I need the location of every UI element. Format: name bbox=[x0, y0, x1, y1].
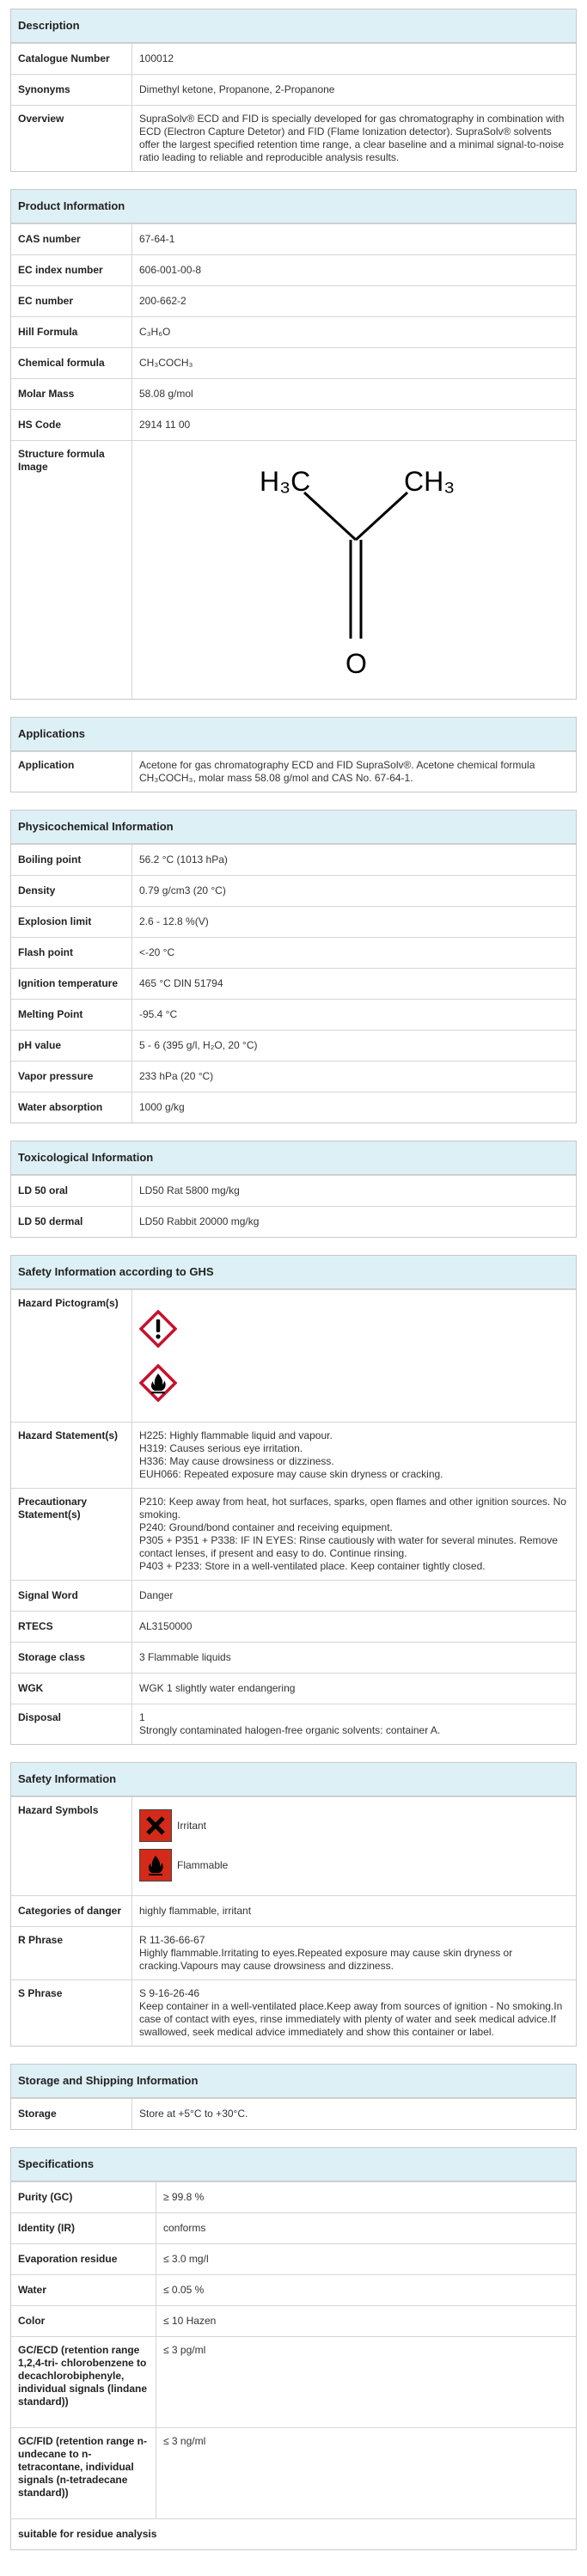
table-row bbox=[11, 844, 576, 875]
row-label: Density bbox=[11, 876, 132, 906]
row-label: pH value bbox=[11, 1031, 132, 1061]
section-title: Toxicological Information bbox=[11, 1141, 576, 1175]
row-label: Purity (GC) bbox=[11, 2182, 156, 2212]
product-information-section bbox=[10, 189, 577, 700]
toxicological-section bbox=[10, 1141, 577, 1238]
row-value: Danger bbox=[139, 1589, 174, 1601]
row-value: 100012 bbox=[139, 52, 174, 64]
table-row bbox=[11, 316, 576, 347]
row-value: S 9-16-26-46 Keep container in a well-ventilated place.Keep away from sources of ignition - No smoking.In case of contact with eyes, rinse immediately with plenty of water and seek medical advice.If swallowed, seek medical advice immediately and show this container or label. bbox=[139, 1987, 563, 2038]
row-value: ≤ 0.05 % bbox=[163, 2284, 205, 2296]
row-label: Water absorption bbox=[11, 1092, 132, 1123]
safety-information-section bbox=[10, 1762, 577, 2047]
row-value: 2.6 - 12.8 %(V) bbox=[139, 915, 209, 927]
row-value: conforms bbox=[163, 2222, 206, 2234]
row-label: LD 50 oral bbox=[11, 1176, 132, 1206]
row-label: Vapor pressure bbox=[11, 1062, 132, 1092]
spec-footer-note: suitable for residue analysis bbox=[18, 2528, 157, 2540]
table-row bbox=[11, 1796, 576, 1895]
row-value: R 11-36-66-67 Highly flammable.Irritating to eyes.Repeated exposure may cause skin dryness or cracking.Vapours may cause drowsiness and dizziness. bbox=[139, 1934, 513, 1972]
row-value: 3 Flammable liquids bbox=[139, 1651, 231, 1663]
table-row bbox=[11, 2274, 576, 2305]
oxygen-label: O bbox=[345, 648, 367, 679]
table-row bbox=[11, 1206, 576, 1237]
row-value: CH₃COCH₃ bbox=[139, 357, 193, 369]
hazard-symbol bbox=[139, 1809, 569, 1842]
row-label: Storage class bbox=[11, 1643, 132, 1673]
row-value: 200-662-2 bbox=[139, 295, 186, 307]
row-value: 56.2 °C (1013 hPa) bbox=[139, 854, 228, 866]
pictogram-list bbox=[132, 1290, 576, 1422]
table-row bbox=[11, 751, 576, 792]
row-value: 58.08 g/mol bbox=[139, 388, 193, 400]
row-label: Hill Formula bbox=[11, 317, 132, 347]
table-row bbox=[11, 937, 576, 968]
row-label: CAS number bbox=[11, 224, 132, 254]
section-title: Safety Information bbox=[11, 1763, 576, 1796]
row-value: P210: Keep away from heat, hot surfaces, sparks, open flames and other ignition sources. No smoking. P240: Ground/bond container and receiving equipment. P305 + P351 + P338: IF IN EYES: Rinse cautiously with water for several minutes. Remove contact lenses, if present and easy to do. Continue rinsing. P403 + P233: Store in a well-ventilated place. Keep container tightly closed. bbox=[139, 1496, 566, 1572]
structure-formula-image bbox=[132, 441, 576, 699]
table-row bbox=[11, 74, 576, 105]
row-label: GC/ECD (retention range 1,2,4-tri- chlorobenzene to decachlorobiphenyle, individual signals (lindane standard)) bbox=[11, 2337, 156, 2427]
methyl-right-label: CH₃ bbox=[404, 466, 456, 497]
section-title: Applications bbox=[11, 718, 576, 751]
row-label: Signal Word bbox=[11, 1581, 132, 1611]
row-value: Acetone for gas chromatography ECD and FID SupraSolv®. Acetone chemical formula CH₃COCH₃, molar mass 58.08 g/mol and CAS No. 67-64-1. bbox=[139, 759, 535, 784]
row-label: S Phrase bbox=[11, 1980, 132, 2046]
row-value: AL3150000 bbox=[139, 1620, 193, 1632]
row-label: R Phrase bbox=[11, 1927, 132, 1979]
specifications-section bbox=[10, 2147, 577, 2550]
methyl-left-label: H₃C bbox=[260, 466, 311, 497]
table-row bbox=[11, 2181, 576, 2212]
table-row bbox=[11, 1673, 576, 1704]
row-label: Categories of danger bbox=[11, 1896, 132, 1926]
row-label: Synonyms bbox=[11, 75, 132, 105]
row-label: HS Code bbox=[11, 410, 132, 440]
table-row bbox=[11, 1289, 576, 1422]
table-row bbox=[11, 2518, 576, 2549]
table-row bbox=[11, 223, 576, 254]
row-value: 606-001-00-8 bbox=[139, 264, 202, 276]
flame-icon bbox=[139, 1364, 177, 1402]
row-label: Structure formula Image bbox=[11, 441, 132, 699]
table-row bbox=[11, 1642, 576, 1673]
table-row bbox=[11, 2336, 576, 2427]
table-row bbox=[11, 1488, 576, 1580]
row-label: Boiling point bbox=[11, 845, 132, 875]
row-value: 0.79 g/cm3 (20 °C) bbox=[139, 884, 226, 896]
table-row bbox=[11, 1979, 576, 2046]
row-label: Storage bbox=[11, 2099, 132, 2129]
table-row bbox=[11, 285, 576, 316]
row-label: Disposal bbox=[11, 1704, 132, 1744]
row-label: Melting Point bbox=[11, 1000, 132, 1030]
row-value: LD50 Rabbit 20000 mg/kg bbox=[139, 1215, 260, 1227]
row-value: 1000 g/kg bbox=[139, 1101, 185, 1113]
row-label: LD 50 dermal bbox=[11, 1207, 132, 1237]
row-label: Flash point bbox=[11, 938, 132, 968]
row-value: ≤ 10 Hazen bbox=[163, 2315, 217, 2327]
row-value: 465 °C DIN 51794 bbox=[139, 977, 223, 989]
ghs-safety-section bbox=[10, 1255, 577, 1745]
section-title: Specifications bbox=[11, 2148, 576, 2181]
row-label: Evaporation residue bbox=[11, 2244, 156, 2274]
row-label: Precautionary Statement(s) bbox=[11, 1489, 132, 1580]
table-row bbox=[11, 254, 576, 285]
table-row bbox=[11, 1092, 576, 1123]
row-label: Identity (IR) bbox=[11, 2213, 156, 2243]
row-value: 5 - 6 (395 g/l, H₂O, 20 °C) bbox=[139, 1039, 258, 1051]
row-value: 2914 11 00 bbox=[139, 419, 191, 431]
row-label: Explosion limit bbox=[11, 907, 132, 937]
row-label: EC index number bbox=[11, 255, 132, 285]
row-label: WGK bbox=[11, 1673, 132, 1704]
table-row bbox=[11, 2243, 576, 2274]
row-label: GC/FID (retention range n-undecane to n-tetracontane, individual signals (n-tetradecane standard)) bbox=[11, 2428, 156, 2518]
row-label: Chemical formula bbox=[11, 348, 132, 378]
section-title: Physicochemical Information bbox=[11, 811, 576, 844]
row-value: ≤ 3.0 mg/l bbox=[163, 2253, 209, 2265]
row-label: Molar Mass bbox=[11, 379, 132, 409]
section-title: Description bbox=[11, 9, 576, 43]
table-row bbox=[11, 1030, 576, 1061]
row-label: Ignition temperature bbox=[11, 969, 132, 999]
row-label: Water bbox=[11, 2275, 156, 2305]
row-label: Application bbox=[11, 752, 132, 792]
hazard-symbol bbox=[139, 1849, 569, 1882]
row-value: ≤ 3 pg/ml bbox=[163, 2344, 206, 2356]
row-value: highly flammable, irritant bbox=[139, 1905, 252, 1917]
row-label: Hazard Pictogram(s) bbox=[11, 1290, 132, 1422]
row-value: 1 Strongly contaminated halogen-free organic solvents: container A. bbox=[139, 1711, 441, 1736]
irritant-cross-icon bbox=[139, 1809, 172, 1842]
table-row bbox=[11, 43, 576, 74]
applications-section bbox=[10, 717, 577, 792]
hazard-symbol-label: Irritant bbox=[177, 1819, 207, 1832]
storage-shipping-section bbox=[10, 2064, 577, 2130]
row-value: WGK 1 slightly water endangering bbox=[139, 1682, 296, 1694]
row-value: Store at +5°C to +30°C. bbox=[139, 2108, 248, 2120]
table-row bbox=[11, 875, 576, 906]
table-row bbox=[11, 1926, 576, 1979]
flammable-flame-icon bbox=[139, 1849, 172, 1882]
table-row bbox=[11, 1175, 576, 1206]
row-label: Catalogue Number bbox=[11, 44, 132, 74]
hazard-symbol-list bbox=[132, 1797, 576, 1895]
table-row bbox=[11, 2305, 576, 2336]
row-label: RTECS bbox=[11, 1612, 132, 1642]
row-value: LD50 Rat 5800 mg/kg bbox=[139, 1184, 240, 1196]
row-value: ≤ 3 ng/ml bbox=[163, 2435, 206, 2447]
row-value: 233 hPa (20 °C) bbox=[139, 1070, 214, 1082]
table-row bbox=[11, 409, 576, 440]
table-row bbox=[11, 1895, 576, 1926]
table-row bbox=[11, 906, 576, 937]
table-row bbox=[11, 378, 576, 409]
row-label: Hazard Symbols bbox=[11, 1797, 132, 1895]
table-row bbox=[11, 2427, 576, 2518]
row-label: Color bbox=[11, 2306, 156, 2336]
table-row bbox=[11, 105, 576, 171]
table-row bbox=[11, 1580, 576, 1611]
row-label: Overview bbox=[11, 106, 132, 171]
row-value: 67-64-1 bbox=[139, 233, 175, 245]
physicochemical-section bbox=[10, 810, 577, 1123]
table-row bbox=[11, 440, 576, 699]
description-section bbox=[10, 9, 577, 172]
row-value: <-20 °C bbox=[139, 946, 175, 958]
table-row bbox=[11, 1061, 576, 1092]
section-title: Storage and Shipping Information bbox=[11, 2065, 576, 2098]
table-row bbox=[11, 1422, 576, 1488]
table-row bbox=[11, 2212, 576, 2243]
row-label: Hazard Statement(s) bbox=[11, 1423, 132, 1488]
table-row bbox=[11, 1611, 576, 1642]
row-label: EC number bbox=[11, 286, 132, 316]
table-row bbox=[11, 968, 576, 999]
hazard-symbol-label: Flammable bbox=[177, 1858, 229, 1871]
section-title: Safety Information according to GHS bbox=[11, 1256, 576, 1289]
row-value: ≥ 99.8 % bbox=[163, 2191, 205, 2203]
row-value: H225: Highly flammable liquid and vapour. H319: Causes serious eye irritation. H336: May cause drowsiness or dizziness. EUH066: Repeated exposure may cause skin dryness or cracking. bbox=[139, 1429, 443, 1480]
table-row bbox=[11, 1704, 576, 1744]
row-value: Dimethyl ketone, Propanone, 2-Propanone bbox=[139, 83, 335, 95]
section-title: Product Information bbox=[11, 190, 576, 223]
table-row bbox=[11, 2098, 576, 2129]
row-value: SupraSolv® ECD and FID is specially developed for gas chromatography in combination with ECD (Electron Capture Detetor) and FID (Flame Ionization detector). SupraSolv® solvents offer the largest specified retention time range, a clear baseline and a minimal signal-to-noise ratio leading to reliable and reproducible analysis results. bbox=[139, 113, 565, 163]
row-value: C₃H₆O bbox=[139, 326, 171, 338]
table-row bbox=[11, 999, 576, 1030]
table-row bbox=[11, 347, 576, 378]
acetone-structure-diagram bbox=[225, 441, 483, 699]
exclamation-mark-icon bbox=[139, 1310, 177, 1348]
row-value: -95.4 °C bbox=[139, 1008, 178, 1020]
